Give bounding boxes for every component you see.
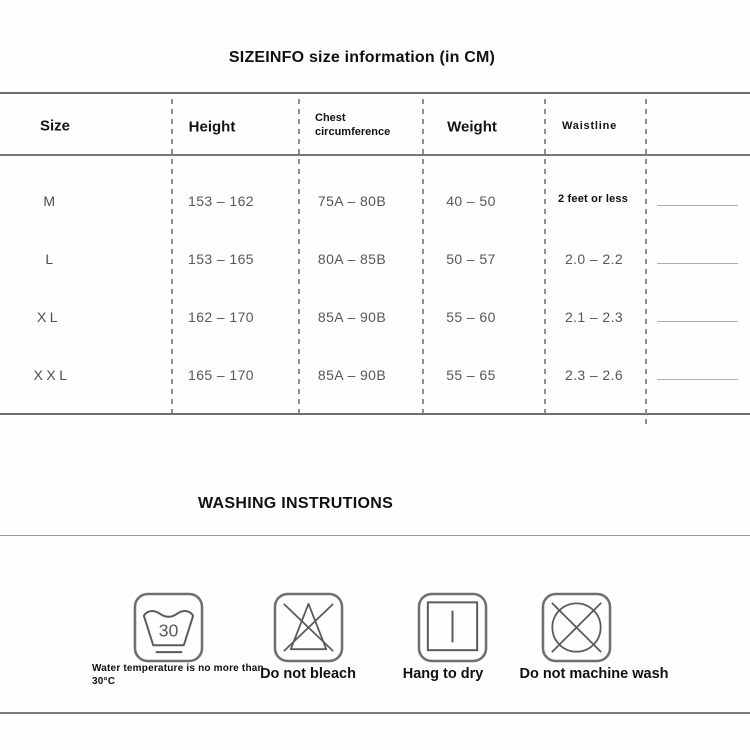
size-value: M: [43, 193, 59, 209]
page-bottom-border: [0, 712, 750, 714]
do-not-bleach-label: Do not bleach: [260, 666, 356, 682]
chest-value: 75A – 80B: [317, 193, 387, 209]
wash-temperature-number: 30: [158, 620, 179, 641]
weight-value: 50 – 57: [446, 251, 496, 267]
column-header-chest: Chest circumference: [315, 112, 391, 138]
washing-section-divider: [0, 535, 750, 536]
chest-value: 85A – 90B: [317, 367, 387, 383]
height-value: 162 – 170: [188, 309, 254, 325]
waistline-value: 2 feet or less: [557, 193, 629, 205]
weight-value: 55 – 65: [446, 367, 496, 383]
table-bottom-border: [0, 413, 750, 415]
hang-to-dry-label: Hang to dry: [402, 666, 484, 682]
do-not-machine-wash-icon: [541, 592, 612, 668]
column-header-waistline: Waistline: [562, 120, 618, 132]
table-top-border: [0, 92, 750, 94]
row-underline: [657, 263, 738, 264]
chest-value: 85A – 90B: [317, 309, 387, 325]
chest-value: 80A – 85B: [317, 251, 387, 267]
waistline-value: 2.1 – 2.3: [564, 309, 624, 325]
column-separator: [422, 99, 424, 413]
column-separator: [544, 99, 546, 413]
column-header-weight: Weight: [447, 118, 497, 136]
column-separator: [171, 99, 173, 413]
page-title: SIZEINFO size information (in CM): [228, 49, 496, 66]
row-underline: [657, 321, 738, 322]
height-value: 153 – 165: [188, 251, 254, 267]
washing-heading: WASHING INSTRUTIONS: [198, 495, 394, 512]
wash-30-icon: [133, 592, 204, 668]
waistline-value: 2.3 – 2.6: [564, 367, 624, 383]
row-underline: [657, 205, 738, 206]
do-not-machine-wash-label: Do not machine wash: [519, 666, 669, 682]
waistline-value: 2.0 – 2.2: [564, 251, 624, 267]
row-underline: [657, 379, 738, 380]
size-value: XL: [36, 309, 62, 325]
size-value: L: [45, 251, 57, 267]
column-header-height: Height: [188, 118, 236, 136]
column-separator: [298, 99, 300, 413]
table-header-border: [0, 154, 750, 156]
column-header-size: Size: [39, 117, 71, 135]
height-value: 153 – 162: [188, 193, 254, 209]
hang-to-dry-icon: [417, 592, 488, 668]
column-separator: [645, 99, 647, 427]
do-not-bleach-icon: [273, 592, 344, 668]
weight-value: 40 – 50: [446, 193, 496, 209]
size-value: XXL: [33, 367, 71, 383]
weight-value: 55 – 60: [446, 309, 496, 325]
height-value: 165 – 170: [188, 367, 254, 383]
wash-30-label: Water temperature is no more than 30°C: [92, 663, 264, 687]
